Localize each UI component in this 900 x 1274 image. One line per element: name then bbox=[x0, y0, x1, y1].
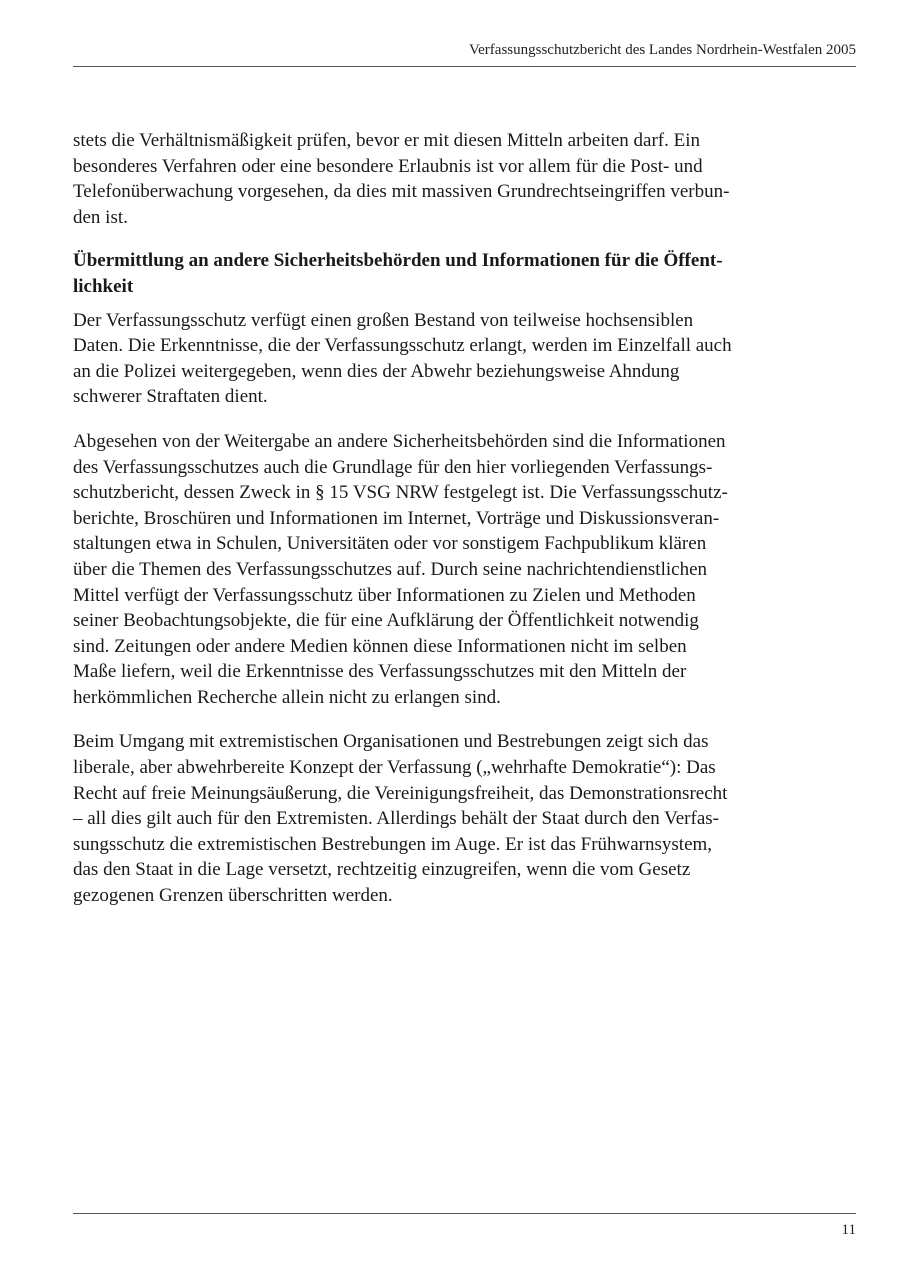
text-line: Abgesehen von der Weitergabe an andere Sicherheitsbehörden sind die Informationen bbox=[73, 430, 726, 452]
running-header: Verfassungsschutzbericht des Landes Nordrhein-Westfalen 2005 bbox=[468, 42, 856, 58]
heading-line: lichkeit bbox=[73, 275, 134, 297]
footer-divider bbox=[73, 1213, 856, 1214]
text-line: Recht auf freie Meinungsäußerung, die Vereinigungsfreiheit, das Demonstrationsrecht bbox=[73, 782, 728, 804]
text-line: Mittel verfügt der Verfassungsschutz über Informationen zu Zielen und Methoden bbox=[73, 584, 696, 606]
text-line: den ist. bbox=[73, 206, 128, 228]
text-line: berichte, Broschüren und Informationen im Internet, Vorträge und Diskussionsveran- bbox=[73, 507, 720, 529]
text-line: stets die Verhältnismäßigkeit prüfen, bevor er mit diesen Mitteln arbeiten darf. Ein bbox=[73, 130, 700, 151]
paragraph-public-information bbox=[73, 429, 811, 711]
page-body bbox=[73, 128, 811, 909]
text-line: das den Staat in die Lage versetzt, rechtzeitig einzugreifen, wenn die vom Gesetz bbox=[73, 859, 691, 881]
paragraph-defensive-democracy bbox=[73, 729, 811, 908]
text-line: gezogenen Grenzen überschritten werden. bbox=[73, 885, 393, 907]
text-line: des Verfassungsschutzes auch die Grundlage für den hier vorliegenden Verfassungs- bbox=[73, 456, 713, 478]
text-line: über die Themen des Verfassungsschutzes auf. Durch seine nachrichtendienstlichen bbox=[73, 558, 708, 580]
text-line: schutzbericht, dessen Zweck in § 15 VSG NRW festgelegt ist. Die Verfassungsschutz- bbox=[73, 482, 728, 504]
text-line: sind. Zeitungen oder andere Medien können diese Informationen nicht im selben bbox=[73, 635, 687, 657]
text-line: Beim Umgang mit extremistischen Organisationen und Bestrebungen zeigt sich das bbox=[73, 731, 709, 753]
heading-line: Übermittlung an andere Sicherheitsbehörden und Informationen für die Öffent- bbox=[73, 250, 723, 272]
paragraph-data-transfer bbox=[73, 308, 811, 410]
text-line: Der Verfassungsschutz verfügt einen großen Bestand von teilweise hochsensiblen bbox=[73, 309, 694, 331]
text-line: – all dies gilt auch für den Extremisten. Allerdings behält der Staat durch den Verfas- bbox=[73, 808, 719, 830]
text-line: seiner Beobachtungsobjekte, die für eine Aufklärung der Öffentlichkeit notwendig bbox=[73, 610, 699, 632]
paragraph-proportionality bbox=[73, 128, 811, 230]
text-line: Daten. Die Erkenntnisse, die der Verfassungsschutz erlangt, werden im Einzelfall auch bbox=[73, 335, 732, 357]
text-line: sungsschutz die extremistischen Bestrebungen im Auge. Er ist das Frühwarnsystem, bbox=[73, 833, 713, 855]
text-line: an die Polizei weitergegeben, wenn dies der Abwehr beziehungsweise Ahndung bbox=[73, 360, 680, 382]
header-divider bbox=[73, 66, 856, 67]
text-line: herkömmlichen Recherche allein nicht zu erlangen sind. bbox=[73, 686, 501, 708]
page-number: 11 bbox=[841, 1222, 856, 1238]
text-line: schwerer Straftaten dient. bbox=[73, 386, 268, 408]
text-line: liberale, aber abwehrbereite Konzept der Verfassung („wehrhafte Demokratie“): Das bbox=[73, 757, 716, 779]
text-line: Telefonüberwachung vorgesehen, da dies mit massiven Grundrechtseingriffen verbun- bbox=[73, 181, 730, 203]
section-heading bbox=[73, 248, 811, 299]
text-line: staltungen etwa in Schulen, Universitäten oder vor sonstigem Fachpublikum klären bbox=[73, 533, 707, 555]
text-line: besonderes Verfahren oder eine besondere Erlaubnis ist vor allem für die Post- und bbox=[73, 155, 703, 177]
text-line: Maße liefern, weil die Erkenntnisse des Verfassungsschutzes mit den Mitteln der bbox=[73, 661, 687, 683]
